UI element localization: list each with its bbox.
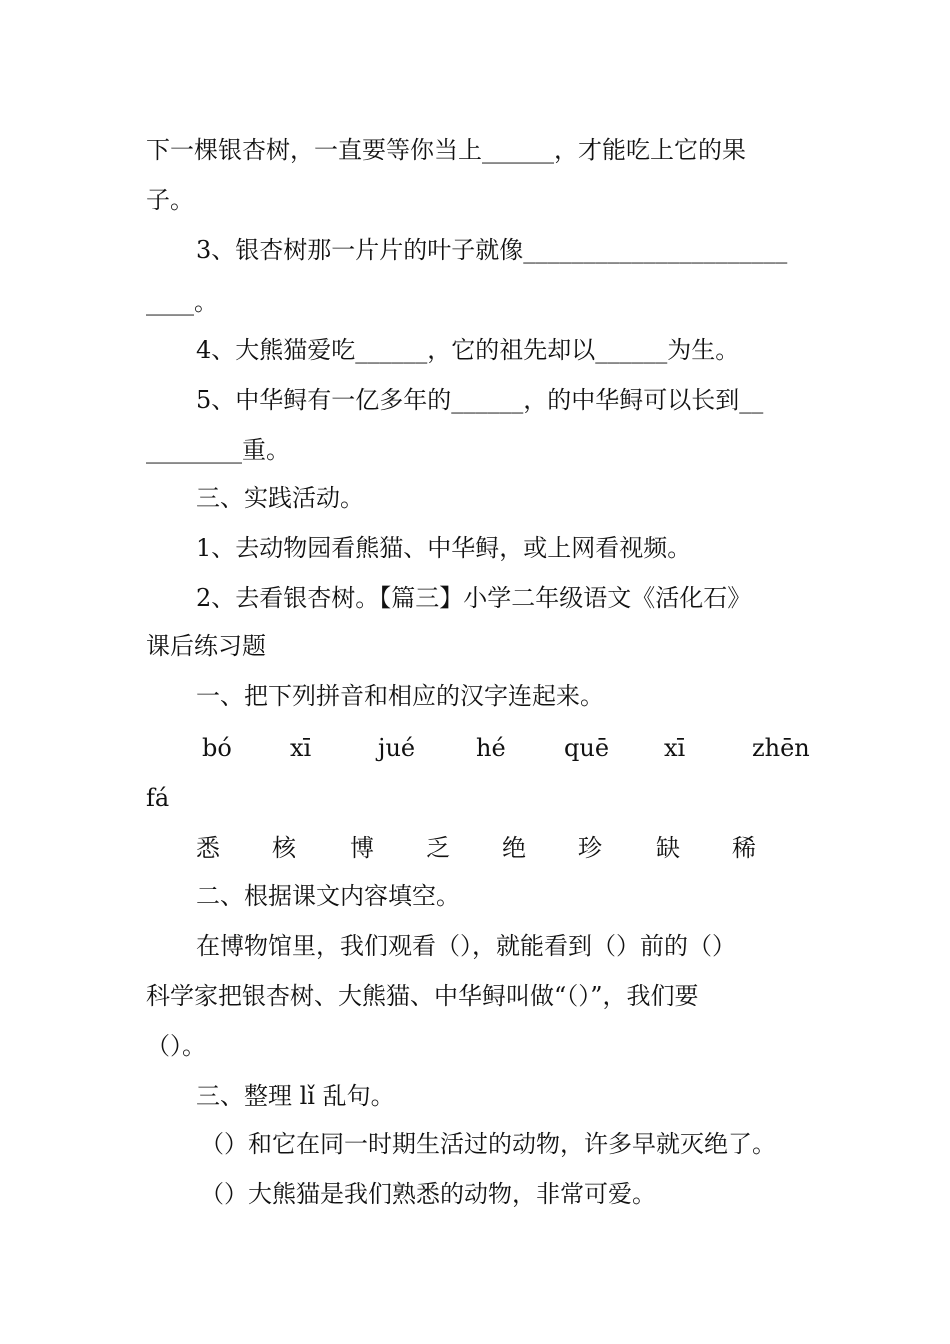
text-line: 1、去动物园看熊猫、中华鲟，或上网看视频。 <box>196 534 692 562</box>
text-line: 3、银杏树那一片片的叶子就像______________________ <box>196 236 788 264</box>
section-heading: 三、实践活动。 <box>196 484 364 512</box>
pinyin-item: bó <box>202 734 232 762</box>
text-line: 5、中华鲟有一亿多年的______，的中华鲟可以长到__ <box>196 386 764 414</box>
text-line: （）。 <box>146 1032 206 1060</box>
text-line: ________重。 <box>146 436 290 464</box>
character-item: 珍 <box>578 834 602 862</box>
pinyin-row <box>0 778 950 818</box>
pinyin-item: fá <box>146 784 170 812</box>
text-line: 子。 <box>146 186 194 214</box>
pinyin-item: jué <box>378 734 416 762</box>
pinyin-item: xī <box>664 734 686 762</box>
text-line: 2、去看银杏树。【篇三】小学二年级语文《活化石》 <box>196 584 752 612</box>
character-item: 悉 <box>196 834 220 862</box>
text-line: 下一棵银杏树，一直要等你当上______，才能吃上它的果 <box>146 136 746 164</box>
pinyin-item: hé <box>476 734 506 762</box>
character-item: 稀 <box>732 834 756 862</box>
text-line: 科学家把银杏树、大熊猫、中华鲟叫做“（）”，我们要 <box>146 982 699 1010</box>
character-item: 核 <box>272 834 296 862</box>
text-line: （）和它在同一时期生活过的动物，许多早就灭绝了。 <box>200 1130 776 1158</box>
character-item: 博 <box>350 834 374 862</box>
character-row <box>0 828 950 868</box>
text-line: 4、大熊猫爱吃______，它的祖先却以______为生。 <box>196 336 740 364</box>
section-heading: 二、根据课文内容填空。 <box>196 882 460 910</box>
section-heading: 一、把下列拼音和相应的汉字连起来。 <box>196 682 604 710</box>
text-line: 在博物馆里，我们观看（），就能看到（）前的（） <box>196 932 736 960</box>
text-line: （）大熊猫是我们熟悉的动物，非常可爱。 <box>200 1180 656 1208</box>
character-item: 缺 <box>656 834 680 862</box>
pinyin-row <box>0 728 950 768</box>
character-item: 乏 <box>426 834 450 862</box>
character-item: 绝 <box>502 834 526 862</box>
text-line: ____。 <box>146 288 218 316</box>
text-line: 课后练习题 <box>146 632 266 660</box>
pinyin-item: xī <box>290 734 312 762</box>
pinyin-item: zhēn <box>752 734 810 762</box>
section-heading: 三、整理 lǐ 乱句。 <box>196 1082 395 1110</box>
pinyin-item: quē <box>564 734 610 762</box>
